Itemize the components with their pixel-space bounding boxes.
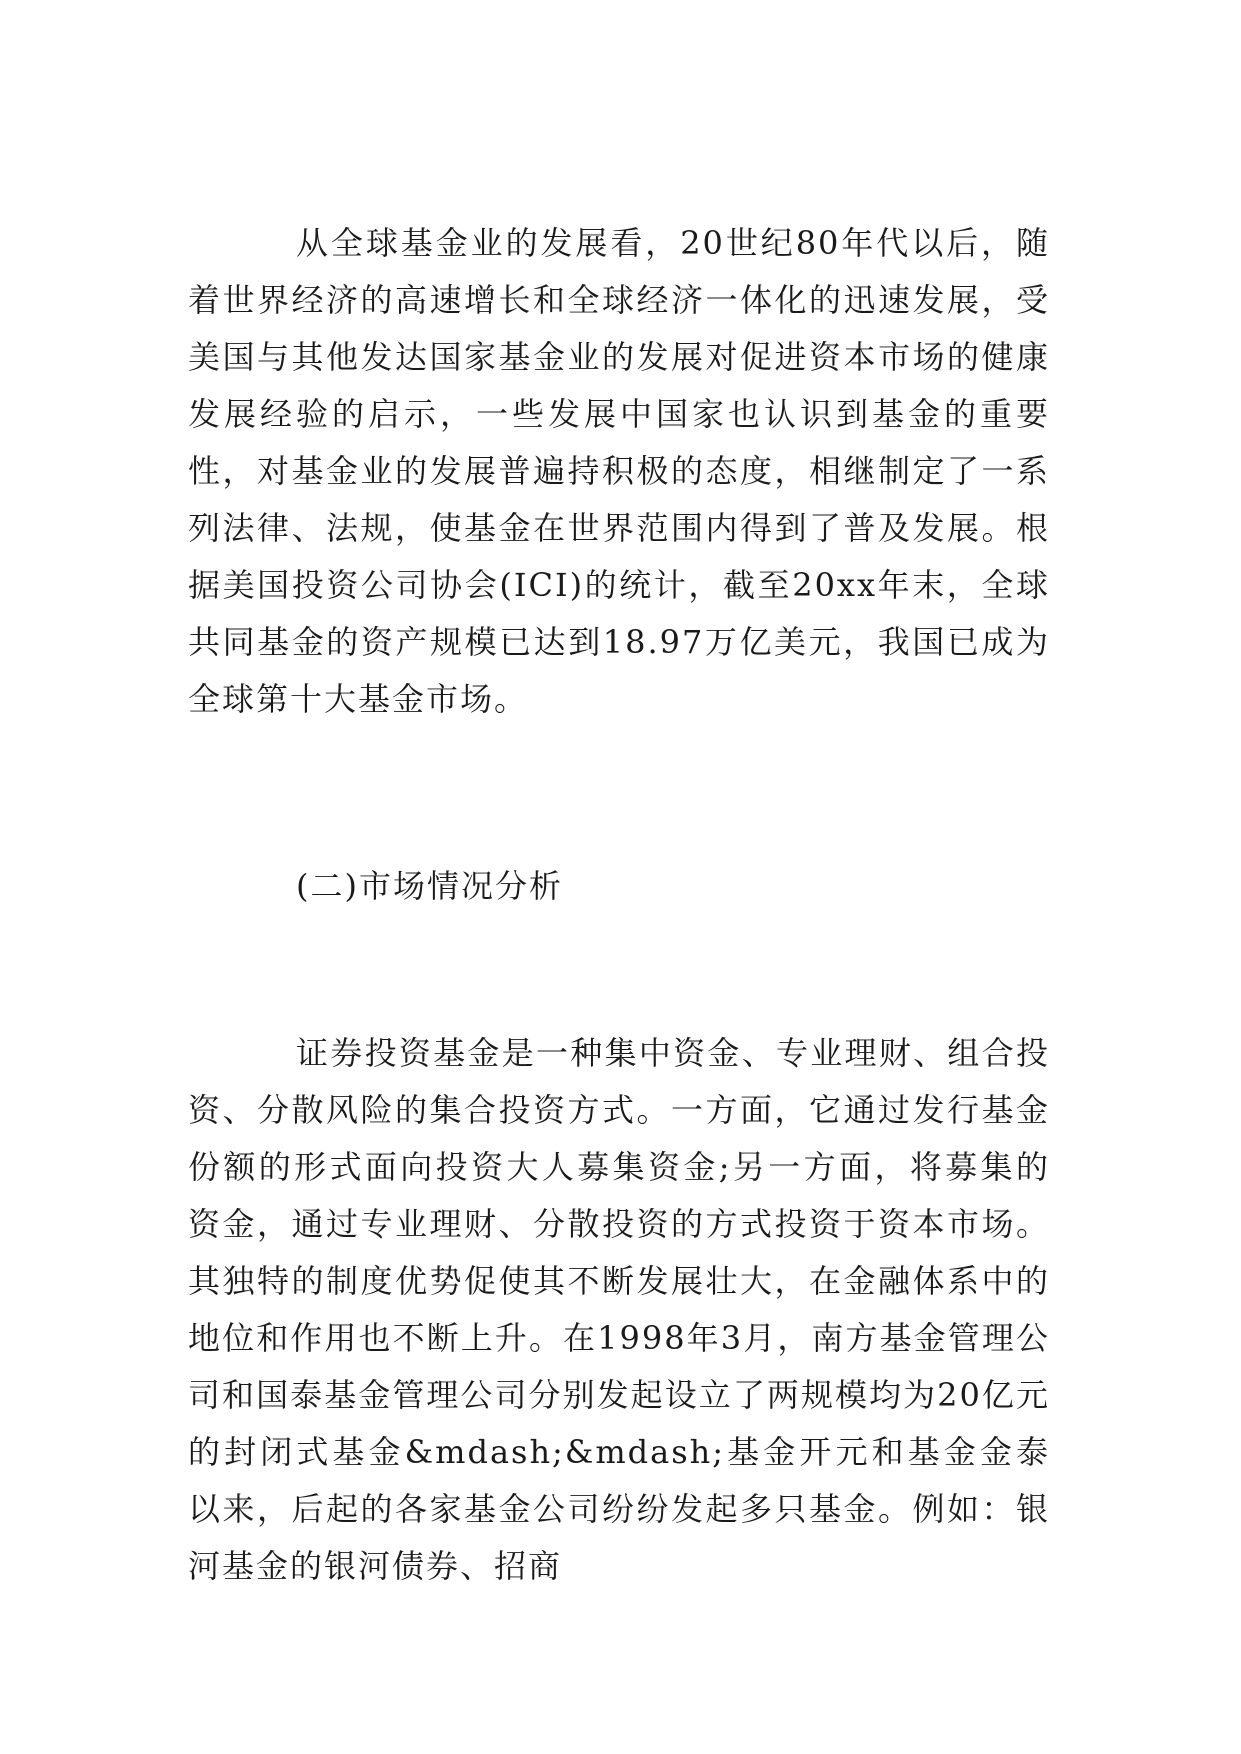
paragraph-securities-investment-fund: 证券投资基金是一种集中资金、专业理财、组合投资、分散风险的集合投资方式。一方面，它通过发行基金份额的形式面向投资大人募集资金;另一方面，将募集的资金，通过专业理财、分散投资的方式投资于资本市场。其独特的制度优势促使其不断发展壮大，在金融体系中的地位和作用也不断上升。在1998年3月，南方基金管理公司和国泰基金管理公司分别发起设立了两规模均为20亿元的封闭式基金&mdash;&mdash;基金开元和基金金泰以来，后起的各家基金公司纷纷发起多只基金。例如：银河基金的银河债券、招商 [188, 1034, 1050, 1585]
section-heading-market-analysis: (二)市场情况分析 [296, 867, 563, 905]
paragraph-global-fund-development: 从全球基金业的发展看，20世纪80年代以后，随着世界经济的高速增长和全球经济一体化的迅速发展，受美国与其他发达国家基金业的发展对促进资本市场的健康发展经验的启示，一些发展中国家也认识到基金的重要性，对基金业的发展普遍持积极的态度，相继制定了一系列法律、法规，使基金在世界范围内得到了普及发展。根据美国投资公司协会(ICI)的统计，截至20xx年末，全球共同基金的资产规模已达到18.97万亿美元，我国已成为全球第十大基金市场。 [188, 224, 1050, 718]
